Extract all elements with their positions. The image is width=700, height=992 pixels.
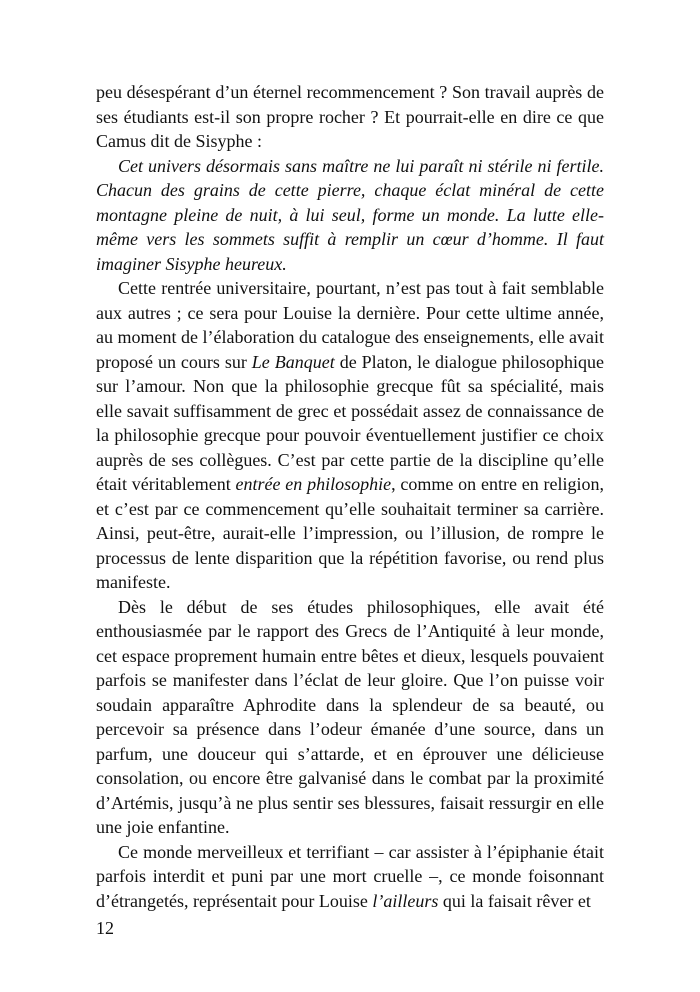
paragraph-3: Dès le début de ses études philosophiques, elle avait été enthousiasmée par le rapport des Grecs de l’Antiquité à leur monde, cet espace proprement humain entre bêtes et dieux, lesquels pouvaient parfois se manifester dans l’éclat de leur gloire. Que l’on puisse voir soudain apparaître Aphrodite dans la splendeur de sa beauté, ou percevoir sa présence dans l’odeur émanée d’une source, dans un parfum, une douceur qui s’attarde, et en éprouver une délicieuse consolation, ou encore être galvanisé dans le combat par la proximité d’Artémis, jusqu’à ne plus sentir ses blessures, faisait ressurgir en elle une joie enfantine.	[96, 596, 604, 837]
paragraph-2	[96, 276, 604, 595]
paragraph-2-part-2: de Platon, le dialogue philosophique sur l’amour. Non que la philosophie grecque fût sa spécialité, mais elle savait suffisamment de grec et possédait assez de connaissance de la philosophie grecque pour pouvoir éventuellement justifier ce choix auprès de ses collègues. C’est par cette partie de la discipline qu’elle était véritablement	[96, 351, 604, 494]
page-body	[96, 80, 604, 913]
page-number: 12	[96, 918, 114, 938]
paragraph-4-part-1: Ce monde merveilleux et terrifiant – car assister à l’épiphanie était parfois interdit et puni par une mort cruelle –, ce monde foisonnant d’étrangetés, représentait pour Louise	[96, 841, 604, 911]
paragraph-2-part-1: Cette rentrée universitaire, pourtant, n’est pas tout à fait semblable aux autres ; ce sera pour Louise la dernière. Pour cette ultime année, au moment de l’élaboration du catalogue des enseignements, elle avait proposé un cours sur	[96, 278, 604, 372]
paragraph-4	[96, 840, 604, 914]
camus-quotation: Cet univers désormais sans maître ne lui paraît ni stérile ni fertile. Chacun des grains de cette pierre, chaque éclat minéral de cette montagne pleine de nuit, à lui seul, forme un monde. La lutte elle-même vers les sommets suffit à remplir un cœur d’homme. Il faut imaginer Sisyphe heureux.	[96, 155, 604, 274]
paragraph-4-part-2: qui la faisait rêver et	[438, 890, 591, 911]
paragraph-1: peu désespérant d’un éternel recommencement ? Son travail auprès de ses étudiants est-il son propre rocher ? Et pourrait-elle en dire ce que Camus dit de Sisyphe :	[96, 82, 604, 151]
paragraph-2-part-3: , comme on entre en religion, et c’est par ce commencement qu’elle souhaitait terminer sa carrière. Ainsi, peut-être, aurait-elle l’impression, ou l’illusion, de rompre le processus de lente disparition que la répétition favorise, ou rend plus manifeste.	[96, 474, 604, 592]
title-le-banquet: Le Banquet	[251, 351, 335, 372]
emphasis-entree-en-philosophie: entrée en philosophie	[235, 474, 392, 494]
emphasis-ailleurs: l’ailleurs	[372, 890, 439, 911]
